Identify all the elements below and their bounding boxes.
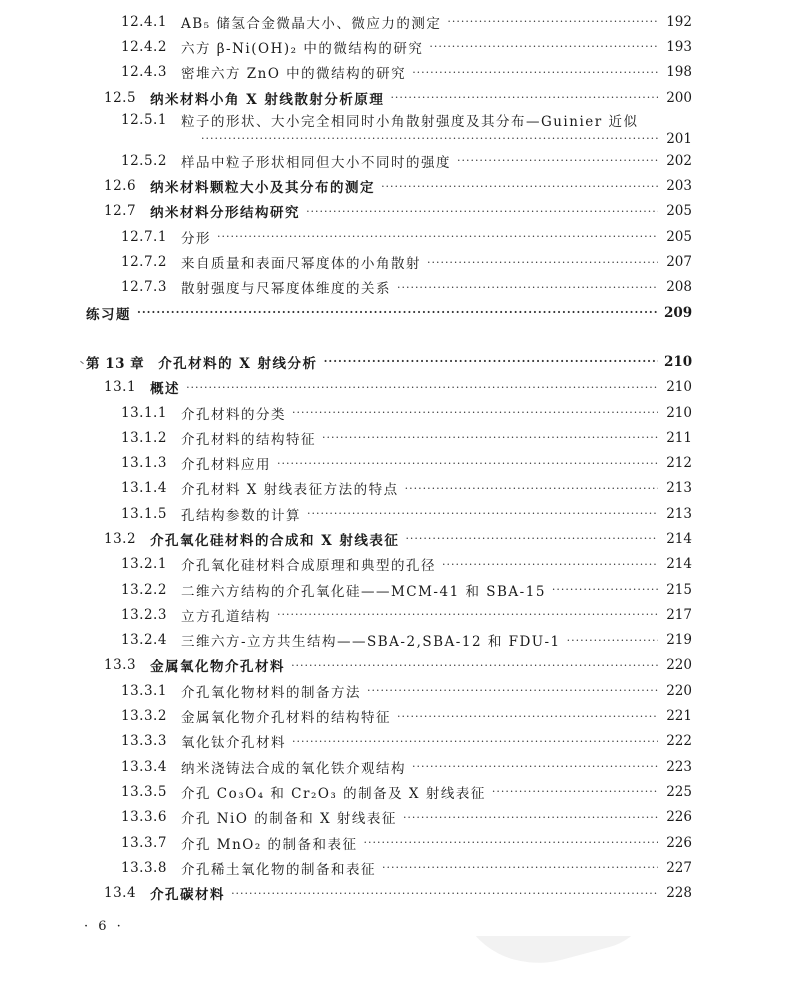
toc-entry-title: AB₅ 储氢合金微晶大小、微应力的测定 <box>180 15 442 32</box>
toc-entry-title: 介孔材料应用 <box>180 457 271 474</box>
toc-entry-title: 二维六方结构的介孔氧化硅——MCM-41 和 SBA-15 <box>180 583 546 600</box>
dot-leader <box>405 532 658 545</box>
dot-leader <box>137 306 658 319</box>
toc-entry-title: 介孔 MnO₂ 的制备和表征 <box>180 836 358 853</box>
toc-entry-title: 介孔氧化硅材料合成原理和典型的孔径 <box>180 558 436 575</box>
toc-entry-title: 介孔 NiO 的制备和 X 射线表征 <box>180 811 397 828</box>
toc-entry[interactable] <box>0 703 787 728</box>
toc-entry[interactable] <box>0 110 787 129</box>
toc-entry[interactable] <box>0 249 787 274</box>
toc-entry-number: 13.1.3 <box>121 455 167 472</box>
toc-entry-page: 214 <box>666 530 692 547</box>
dot-leader <box>217 230 658 243</box>
toc-entry-number: 13.1.2 <box>121 429 167 446</box>
toc-entry[interactable] <box>0 830 787 855</box>
toc-entry-number: 13.3 <box>104 657 137 674</box>
toc-entry-title: 分形 <box>180 230 211 247</box>
toc-entry[interactable] <box>0 34 787 59</box>
dot-leader <box>412 760 658 773</box>
toc-entry-page: 222 <box>666 733 692 750</box>
dot-leader <box>442 558 658 571</box>
toc-entry-page: 198 <box>666 64 692 81</box>
toc-entry-page: 220 <box>666 682 692 699</box>
dot-leader <box>567 634 658 647</box>
toc-entry[interactable] <box>0 425 787 450</box>
toc-entry-number: 13.3.6 <box>121 809 167 826</box>
toc-entry-title: 三维六方-立方共生结构——SBA-2,SBA-12 和 FDU-1 <box>180 634 561 651</box>
toc-entry-page: 205 <box>666 228 692 245</box>
toc-entry-number: 13.3.3 <box>121 733 167 750</box>
toc-entry-number: 12.4.3 <box>121 64 167 81</box>
dot-leader <box>412 66 658 79</box>
toc-entry-page: 209 <box>664 304 693 321</box>
toc-entry-title: 介孔碳材料 <box>150 887 226 904</box>
toc-entry-title: 纳米浇铸法合成的氧化铁介观结构 <box>180 760 406 777</box>
toc-entry-number: 12.7.1 <box>121 228 167 245</box>
dot-leader <box>292 406 658 419</box>
toc-entry[interactable] <box>0 754 787 779</box>
toc-entry-title: 氧化钛介孔材料 <box>180 735 286 752</box>
toc-entry-page: 203 <box>666 178 692 195</box>
dot-leader <box>307 507 658 520</box>
dot-leader <box>492 785 658 798</box>
toc-entry-title: 六方 β-Ni(OH)₂ 中的微结构的研究 <box>180 40 424 57</box>
toc-entry-number: 13.2.2 <box>121 581 167 598</box>
chapter-gap <box>0 325 787 349</box>
toc-entry-title: 来自质量和表面尺幂度体的小角散射 <box>180 256 421 273</box>
toc-entry-page: 210 <box>664 353 693 370</box>
toc-entry[interactable] <box>0 602 787 627</box>
toc-entry-title: 金属氧化物介孔材料的结构特征 <box>180 710 391 727</box>
dot-leader <box>429 40 658 53</box>
toc-entry-page: 210 <box>666 379 692 396</box>
toc-entry-title: 介孔材料的 X 射线分析 <box>158 355 318 372</box>
toc-entry-page: 192 <box>666 13 692 30</box>
toc-entry-title: 纳米材料颗粒大小及其分布的测定 <box>150 180 376 197</box>
toc-entry[interactable] <box>0 678 787 703</box>
toc-entry-page: 226 <box>666 809 692 826</box>
toc-entry-page: 219 <box>666 632 692 649</box>
toc-entry[interactable] <box>0 526 787 551</box>
toc-entry-title: 散射强度与尺幂度体维度的关系 <box>180 281 391 298</box>
toc-entry-page: 210 <box>666 404 692 421</box>
toc-entry-page: 221 <box>666 708 692 725</box>
toc-entry-number: 第 13 章 <box>86 355 145 372</box>
toc-entry[interactable] <box>0 199 787 224</box>
toc-entry-number: 13.3.2 <box>121 708 167 725</box>
dot-leader <box>397 281 658 294</box>
toc-entry[interactable] <box>0 450 787 475</box>
dot-leader <box>322 431 658 444</box>
dot-leader <box>277 608 658 621</box>
dot-leader <box>364 836 658 849</box>
toc-entry-number: 12.5 <box>104 89 137 106</box>
toc-entry-number: 12.7.3 <box>121 279 167 296</box>
toc-entry-title: 样品中粒子形状相同但大小不同时的强度 <box>180 154 451 171</box>
toc-entry-number: 13.3.4 <box>121 758 167 775</box>
toc-entry-page: 226 <box>666 834 692 851</box>
toc-entry-title: 练习题 <box>86 306 131 323</box>
toc-entry-number: 13.2 <box>104 530 137 547</box>
toc-entry[interactable] <box>0 653 787 678</box>
toc-entry[interactable] <box>0 85 787 110</box>
dot-leader <box>403 811 658 824</box>
toc-entry-title: 介孔材料的结构特征 <box>180 431 316 448</box>
toc-entry-title: 金属氧化物介孔材料 <box>150 659 286 676</box>
toc-entry-number: 12.4.1 <box>121 13 167 30</box>
dot-leader <box>306 205 658 218</box>
toc-entry[interactable] <box>0 60 787 85</box>
toc-entry-title: 介孔 Co₃O₄ 和 Cr₂O₃ 的制备及 X 射线表征 <box>180 785 486 802</box>
toc-entry-page: 225 <box>666 783 692 800</box>
toc-entry[interactable] <box>0 400 787 425</box>
dot-leader <box>277 457 658 470</box>
toc-entry-title: 介孔材料 X 射线表征方法的特点 <box>180 482 399 499</box>
toc-entry-number: 13.3.7 <box>121 834 167 851</box>
toc-entry[interactable] <box>0 9 787 34</box>
dot-leader <box>382 861 658 874</box>
toc-entry-number: 13.2.4 <box>121 632 167 649</box>
toc-entry-title: 纳米材料分形结构研究 <box>150 205 301 222</box>
dot-leader <box>457 154 658 167</box>
dot-leader <box>186 381 658 394</box>
toc-entry-page: 227 <box>666 859 692 876</box>
dot-leader <box>552 583 658 596</box>
toc-entry-continuation[interactable] <box>0 129 787 148</box>
page-number: · 6 · <box>84 919 124 934</box>
toc-entry-title: 立方孔道结构 <box>180 608 271 625</box>
toc-entry-page: 202 <box>666 152 692 169</box>
toc-entry-number: 12.7 <box>104 203 137 220</box>
toc-entry-title: 介孔材料的分类 <box>180 406 286 423</box>
toc-entry-page: 213 <box>666 480 692 497</box>
toc-entry-page: 212 <box>666 455 692 472</box>
dot-leader <box>367 684 658 697</box>
toc-entry[interactable] <box>0 881 787 906</box>
toc-entry[interactable] <box>0 501 787 526</box>
toc-entry-page: 207 <box>666 254 692 271</box>
toc-entry-page: 215 <box>666 581 692 598</box>
toc-entry-page: 200 <box>666 89 692 106</box>
toc-entry-number: 13.1 <box>104 379 137 396</box>
toc-entry-number: 13.3.1 <box>121 682 167 699</box>
toc-entry-page: 220 <box>666 657 692 674</box>
toc-entry-number: 13.2.1 <box>121 556 167 573</box>
toc-entry-number: 13.1.5 <box>121 505 167 522</box>
toc-entry-number: 13.1.1 <box>121 404 167 421</box>
toc-entry-page: 201 <box>666 130 692 147</box>
toc-entry-page: 217 <box>666 606 692 623</box>
toc-entry[interactable] <box>0 628 787 653</box>
toc-entry-page: 214 <box>666 556 692 573</box>
toc-entry[interactable] <box>0 855 787 880</box>
toc-entry-page: 211 <box>666 429 692 446</box>
toc-entry[interactable] <box>0 779 787 804</box>
dot-leader <box>231 887 658 900</box>
toc-entry-number: 13.1.4 <box>121 480 167 497</box>
toc-entry-title: 粒子的形状、大小完全相同时小角散射强度及其分布—Guinier 近似 <box>180 113 639 130</box>
toc-entry[interactable] <box>0 476 787 501</box>
dot-leader <box>405 482 658 495</box>
dot-leader <box>427 256 658 269</box>
toc-entry-title: 孔结构参数的计算 <box>180 507 301 524</box>
toc-entry[interactable] <box>0 577 787 602</box>
toc-entry-page: 213 <box>666 505 692 522</box>
dot-leader <box>381 180 658 193</box>
toc-entry-number: 13.4 <box>104 885 137 902</box>
toc-entry-number: 12.4.2 <box>121 38 167 55</box>
toc-entry[interactable] <box>0 173 787 198</box>
toc-entry[interactable] <box>0 375 787 400</box>
toc-entry[interactable] <box>0 148 787 173</box>
toc-entry-number: 13.3.5 <box>121 783 167 800</box>
dot-leader <box>397 710 658 723</box>
toc-entry-number: 12.6 <box>104 178 137 195</box>
toc-entry-title: 纳米材料小角 X 射线散射分析原理 <box>150 91 385 108</box>
dot-leader <box>291 659 658 672</box>
toc-entry-title: 介孔稀土氧化物的制备和表征 <box>180 861 376 878</box>
toc-entry-title: 介孔氧化物材料的制备方法 <box>180 684 361 701</box>
dot-leader <box>292 735 658 748</box>
toc-entry[interactable] <box>0 729 787 754</box>
toc-entry-page: 208 <box>666 279 692 296</box>
toc-entry[interactable] <box>0 349 787 374</box>
dot-leader <box>390 91 658 104</box>
toc-entry-title: 介孔氧化硅材料的合成和 X 射线表征 <box>150 532 400 549</box>
toc-entry-page: 193 <box>666 38 692 55</box>
toc-entry-title: 概述 <box>150 381 181 398</box>
toc-entry-number: 13.3.8 <box>121 859 167 876</box>
toc-entry[interactable] <box>0 224 787 249</box>
toc-entry-title: 密堆六方 ZnO 中的微结构的研究 <box>180 66 407 83</box>
toc-entry[interactable] <box>0 552 787 577</box>
toc-entry-page: 205 <box>666 203 692 220</box>
toc-entry-number: 12.7.2 <box>121 254 167 271</box>
toc-entry-number: 12.5.1 <box>121 111 167 128</box>
table-of-contents <box>0 9 787 906</box>
toc-entry[interactable] <box>0 805 787 830</box>
toc-entry-page: 223 <box>666 758 692 775</box>
toc-entry[interactable] <box>0 300 787 325</box>
toc-entry-page: 228 <box>666 885 692 902</box>
dot-leader <box>324 355 658 368</box>
dot-leader <box>447 15 658 28</box>
dot-leader <box>201 132 658 145</box>
toc-entry-number: 12.5.2 <box>121 152 167 169</box>
toc-entry[interactable] <box>0 275 787 300</box>
toc-entry-number: 13.2.3 <box>121 606 167 623</box>
